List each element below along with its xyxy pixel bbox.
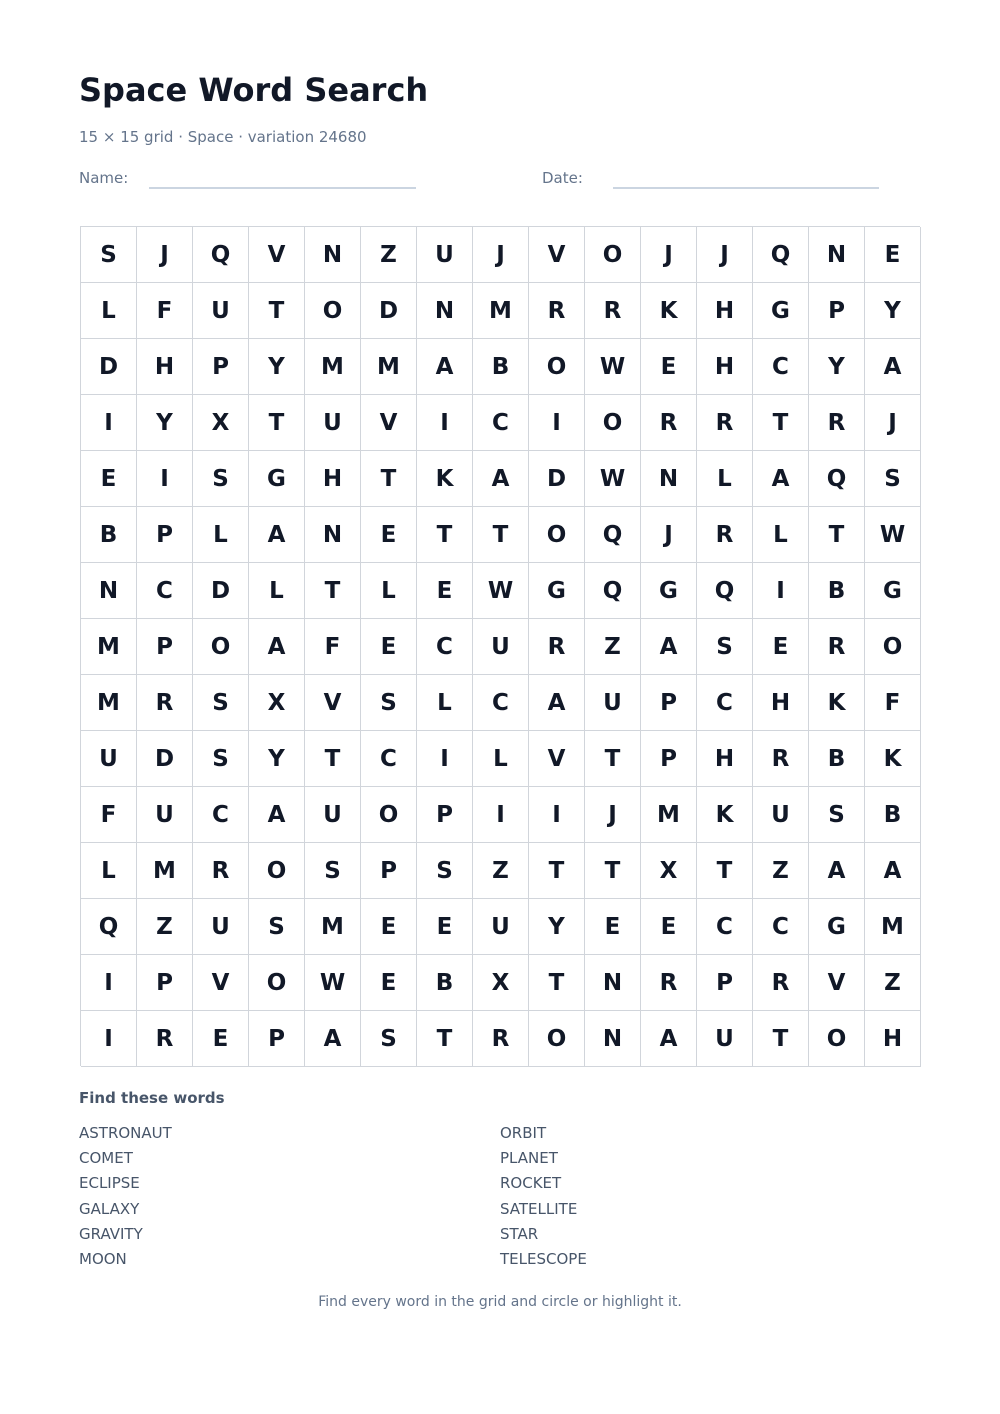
grid-cell[interactable]: I [473, 787, 529, 843]
grid-cell[interactable]: H [753, 675, 809, 731]
grid-cell[interactable]: W [585, 451, 641, 507]
grid-cell[interactable]: I [529, 787, 585, 843]
grid-cell[interactable]: D [81, 339, 137, 395]
name-line[interactable] [149, 187, 416, 189]
grid-cell[interactable]: N [585, 1011, 641, 1067]
grid-cell[interactable]: Z [137, 899, 193, 955]
grid-cell[interactable]: X [193, 395, 249, 451]
grid-cell[interactable]: I [137, 451, 193, 507]
grid-cell[interactable]: U [305, 395, 361, 451]
word-list-item: STAR [500, 1224, 539, 1243]
grid-cell[interactable]: Y [137, 395, 193, 451]
grid-cell[interactable]: O [305, 283, 361, 339]
grid-cell[interactable]: K [809, 675, 865, 731]
grid-cell[interactable]: O [809, 1011, 865, 1067]
grid-cell[interactable]: M [473, 283, 529, 339]
grid-cell[interactable]: M [361, 339, 417, 395]
grid-cell[interactable]: O [249, 955, 305, 1011]
grid-cell[interactable]: K [865, 731, 921, 787]
grid-cell[interactable]: A [249, 787, 305, 843]
grid-cell[interactable]: P [193, 339, 249, 395]
grid-cell[interactable]: Q [809, 451, 865, 507]
grid-cell[interactable]: W [473, 563, 529, 619]
grid-cell[interactable]: J [641, 227, 697, 283]
grid-cell[interactable]: A [641, 619, 697, 675]
grid-cell[interactable]: H [697, 731, 753, 787]
grid-cell[interactable]: M [81, 675, 137, 731]
grid-cell[interactable]: E [641, 339, 697, 395]
grid-cell[interactable]: Q [585, 563, 641, 619]
grid-cell[interactable]: R [473, 1011, 529, 1067]
grid-cell[interactable]: M [865, 899, 921, 955]
grid-cell[interactable]: O [193, 619, 249, 675]
grid-cell[interactable]: J [865, 395, 921, 451]
grid-cell[interactable]: U [305, 787, 361, 843]
grid-cell[interactable]: H [697, 339, 753, 395]
grid-cell[interactable]: Q [585, 507, 641, 563]
grid-cell[interactable]: P [361, 843, 417, 899]
grid-cell[interactable]: A [865, 843, 921, 899]
grid-cell[interactable]: O [361, 787, 417, 843]
grid-cell[interactable]: K [641, 283, 697, 339]
grid-cell[interactable]: T [753, 1011, 809, 1067]
grid-cell[interactable]: S [361, 675, 417, 731]
grid-cell[interactable]: Z [361, 227, 417, 283]
grid-cell[interactable]: T [529, 955, 585, 1011]
grid-cell[interactable]: O [585, 227, 641, 283]
grid-cell[interactable]: T [473, 507, 529, 563]
grid-cell[interactable]: T [753, 395, 809, 451]
grid-cell[interactable]: Q [697, 563, 753, 619]
grid-cell[interactable]: P [417, 787, 473, 843]
grid-cell[interactable]: R [585, 283, 641, 339]
grid-cell[interactable]: A [249, 507, 305, 563]
grid-cell[interactable]: O [585, 395, 641, 451]
grid-cell[interactable]: H [137, 339, 193, 395]
grid-cell[interactable]: S [81, 227, 137, 283]
grid-cell[interactable]: O [865, 619, 921, 675]
word-list-item: TELESCOPE [500, 1249, 587, 1268]
grid-cell[interactable]: E [585, 899, 641, 955]
grid-cell[interactable]: I [81, 955, 137, 1011]
word-list-item: GALAXY [79, 1199, 140, 1218]
grid-cell[interactable]: A [417, 339, 473, 395]
grid-cell[interactable]: N [81, 563, 137, 619]
grid-cell[interactable]: N [305, 227, 361, 283]
grid-cell[interactable]: T [529, 843, 585, 899]
grid-cell[interactable]: U [753, 787, 809, 843]
grid-cell[interactable]: D [193, 563, 249, 619]
grid-cell[interactable]: Z [585, 619, 641, 675]
grid-cell[interactable]: A [249, 619, 305, 675]
grid-cell[interactable]: B [809, 731, 865, 787]
grid-cell[interactable]: Q [753, 227, 809, 283]
grid-cell[interactable]: T [361, 451, 417, 507]
grid-cell[interactable]: W [865, 507, 921, 563]
grid-cell[interactable]: F [865, 675, 921, 731]
grid-cell[interactable]: T [697, 843, 753, 899]
grid-cell[interactable]: R [753, 731, 809, 787]
grid-cell[interactable]: E [361, 955, 417, 1011]
grid-cell[interactable]: Q [193, 227, 249, 283]
grid-cell[interactable]: O [529, 1011, 585, 1067]
grid-cell[interactable]: G [249, 451, 305, 507]
grid-cell[interactable]: M [305, 899, 361, 955]
grid-cell[interactable]: M [137, 843, 193, 899]
word-list-column-2 [500, 1123, 587, 1274]
grid-cell[interactable]: N [305, 507, 361, 563]
grid-cell[interactable]: X [249, 675, 305, 731]
grid-cell[interactable]: J [697, 227, 753, 283]
grid-cell[interactable]: L [753, 507, 809, 563]
word-list-item: ASTRONAUT [79, 1124, 172, 1142]
grid-cell[interactable]: E [753, 619, 809, 675]
grid-cell[interactable]: W [585, 339, 641, 395]
grid-cell[interactable]: E [361, 619, 417, 675]
name-label: Name: [79, 169, 129, 187]
grid-cell[interactable]: R [529, 619, 585, 675]
grid-cell[interactable]: E [361, 899, 417, 955]
grid-cell[interactable]: E [641, 899, 697, 955]
word-list-column-1 [79, 1123, 172, 1274]
grid-cell[interactable]: Z [865, 955, 921, 1011]
grid-cell[interactable]: U [81, 731, 137, 787]
grid-cell[interactable]: I [753, 563, 809, 619]
grid-cell[interactable]: K [697, 787, 753, 843]
grid-cell[interactable]: P [137, 507, 193, 563]
word-list-item: COMET [79, 1149, 133, 1168]
grid-cell[interactable]: U [473, 619, 529, 675]
grid-cell[interactable]: L [193, 507, 249, 563]
grid-cell[interactable]: P [697, 955, 753, 1011]
grid-cell[interactable]: C [193, 787, 249, 843]
grid-cell[interactable]: Z [473, 843, 529, 899]
grid-cell[interactable]: C [473, 675, 529, 731]
date-label: Date: [542, 169, 583, 187]
grid-cell[interactable]: C [697, 899, 753, 955]
grid-cell[interactable]: M [641, 787, 697, 843]
grid-cell[interactable]: L [249, 563, 305, 619]
grid-cell[interactable]: R [193, 843, 249, 899]
grid-cell[interactable]: A [809, 843, 865, 899]
grid-cell[interactable]: E [361, 507, 417, 563]
grid-cell[interactable]: C [473, 395, 529, 451]
grid-cell[interactable]: C [417, 619, 473, 675]
grid-cell[interactable]: S [417, 843, 473, 899]
grid-cell[interactable]: E [865, 227, 921, 283]
grid-cell[interactable]: U [697, 1011, 753, 1067]
grid-cell[interactable]: A [641, 1011, 697, 1067]
grid-cell[interactable]: V [193, 955, 249, 1011]
grid-cell[interactable]: Z [753, 843, 809, 899]
grid-cell[interactable]: I [417, 395, 473, 451]
grid-cell[interactable]: P [641, 675, 697, 731]
grid-cell[interactable]: H [305, 451, 361, 507]
grid-cell[interactable]: R [809, 395, 865, 451]
grid-cell[interactable]: H [697, 283, 753, 339]
grid-cell[interactable]: P [137, 619, 193, 675]
grid-cell[interactable]: N [809, 227, 865, 283]
grid-cell[interactable]: C [361, 731, 417, 787]
grid-cell[interactable]: Q [81, 899, 137, 955]
grid-cell[interactable]: Y [249, 731, 305, 787]
grid-cell[interactable]: S [865, 451, 921, 507]
grid-cell[interactable]: P [809, 283, 865, 339]
grid-cell[interactable]: G [529, 563, 585, 619]
grid-cell[interactable]: C [753, 899, 809, 955]
grid-cell[interactable]: I [81, 395, 137, 451]
word-list-item: ROCKET [500, 1174, 562, 1193]
grid-cell[interactable]: U [137, 787, 193, 843]
grid-cell[interactable]: V [529, 227, 585, 283]
grid-cell[interactable]: J [137, 227, 193, 283]
grid-cell[interactable]: A [305, 1011, 361, 1067]
grid-cell[interactable]: Y [529, 899, 585, 955]
page-title: Space Word Search [79, 71, 429, 109]
grid-cell[interactable]: U [193, 283, 249, 339]
grid-cell[interactable]: U [417, 227, 473, 283]
word-list-heading: Find these words [79, 1089, 225, 1107]
grid-cell[interactable]: B [473, 339, 529, 395]
grid-cell[interactable]: U [193, 899, 249, 955]
grid-cell[interactable]: S [193, 731, 249, 787]
word-list-item: GRAVITY [79, 1224, 143, 1243]
grid-cell[interactable]: T [585, 731, 641, 787]
grid-cell[interactable]: F [305, 619, 361, 675]
grid-cell[interactable]: G [809, 899, 865, 955]
grid-cell[interactable]: S [193, 451, 249, 507]
grid-cell[interactable]: U [473, 899, 529, 955]
grid-cell[interactable]: S [249, 899, 305, 955]
grid-cell[interactable]: T [249, 283, 305, 339]
grid-cell[interactable]: V [529, 731, 585, 787]
grid-cell[interactable]: J [473, 227, 529, 283]
grid-cell[interactable]: O [529, 339, 585, 395]
word-list-item: SATELLITE [500, 1199, 578, 1218]
grid-cell[interactable]: T [417, 1011, 473, 1067]
grid-cell[interactable]: X [473, 955, 529, 1011]
grid-cell[interactable]: V [249, 227, 305, 283]
grid-cell[interactable]: R [697, 507, 753, 563]
grid-cell[interactable]: V [305, 675, 361, 731]
grid-cell[interactable]: G [641, 563, 697, 619]
grid-cell[interactable]: O [249, 843, 305, 899]
grid-cell[interactable]: N [585, 955, 641, 1011]
grid-cell[interactable]: D [137, 731, 193, 787]
grid-cell[interactable]: C [137, 563, 193, 619]
grid-cell[interactable]: S [697, 619, 753, 675]
puzzle-subtitle: 15 × 15 grid · Space · variation 24680 [79, 128, 367, 146]
grid-cell[interactable]: R [529, 283, 585, 339]
grid-cell[interactable]: I [529, 395, 585, 451]
footer-instruction: Find every word in the grid and circle or highlight it. [318, 1294, 682, 1310]
grid-cell[interactable]: F [81, 787, 137, 843]
grid-cell[interactable]: Y [865, 283, 921, 339]
grid-cell[interactable]: E [417, 563, 473, 619]
grid-cell[interactable]: O [529, 507, 585, 563]
grid-cell[interactable]: S [361, 1011, 417, 1067]
grid-cell[interactable]: L [81, 843, 137, 899]
grid-cell[interactable]: U [585, 675, 641, 731]
grid-cell[interactable]: E [81, 451, 137, 507]
grid-cell[interactable]: E [193, 1011, 249, 1067]
grid-cell[interactable]: T [585, 843, 641, 899]
grid-cell[interactable]: M [305, 339, 361, 395]
grid-cell[interactable]: P [137, 955, 193, 1011]
grid-cell[interactable]: L [361, 563, 417, 619]
grid-cell[interactable]: G [753, 283, 809, 339]
grid-cell[interactable]: T [249, 395, 305, 451]
grid-cell[interactable]: N [641, 451, 697, 507]
grid-cell[interactable]: P [249, 1011, 305, 1067]
grid-cell[interactable]: B [417, 955, 473, 1011]
grid-cell[interactable]: F [137, 283, 193, 339]
grid-cell[interactable]: L [473, 731, 529, 787]
letter-grid [80, 226, 920, 1066]
grid-cell[interactable]: X [641, 843, 697, 899]
date-line[interactable] [613, 187, 879, 189]
grid-cell[interactable]: A [753, 451, 809, 507]
grid-cell[interactable]: D [529, 451, 585, 507]
grid-cell[interactable]: C [697, 675, 753, 731]
word-list-item: ECLIPSE [79, 1174, 140, 1193]
grid-cell[interactable]: D [361, 283, 417, 339]
grid-cell[interactable]: N [417, 283, 473, 339]
word-list-item: MOON [79, 1249, 127, 1268]
grid-cell[interactable]: E [417, 899, 473, 955]
grid-cell[interactable]: L [81, 283, 137, 339]
grid-cell[interactable]: R [641, 955, 697, 1011]
grid-cell[interactable]: Y [809, 339, 865, 395]
grid-cell[interactable]: B [865, 787, 921, 843]
grid-cell[interactable]: T [305, 563, 361, 619]
grid-cell[interactable]: Y [249, 339, 305, 395]
grid-cell[interactable]: R [809, 619, 865, 675]
grid-cell[interactable]: T [809, 507, 865, 563]
grid-cell[interactable]: M [81, 619, 137, 675]
grid-cell[interactable]: A [865, 339, 921, 395]
grid-cell[interactable]: I [417, 731, 473, 787]
grid-cell[interactable]: S [193, 675, 249, 731]
grid-cell[interactable]: B [81, 507, 137, 563]
word-list-item: ORBIT [500, 1124, 547, 1142]
grid-cell[interactable]: S [809, 787, 865, 843]
grid-cell[interactable]: J [641, 507, 697, 563]
grid-cell[interactable]: V [361, 395, 417, 451]
grid-cell[interactable]: H [865, 1011, 921, 1067]
grid-cell[interactable]: T [305, 731, 361, 787]
grid-cell[interactable]: C [753, 339, 809, 395]
grid-cell[interactable]: K [417, 451, 473, 507]
grid-cell[interactable]: A [529, 675, 585, 731]
grid-cell[interactable]: R [753, 955, 809, 1011]
word-list-item: PLANET [500, 1149, 558, 1168]
grid-cell[interactable]: W [305, 955, 361, 1011]
grid-cell[interactable]: T [417, 507, 473, 563]
grid-cell[interactable]: R [137, 1011, 193, 1067]
grid-cell[interactable]: L [417, 675, 473, 731]
grid-cell[interactable]: L [697, 451, 753, 507]
grid-cell[interactable]: J [585, 787, 641, 843]
grid-cell[interactable]: R [641, 395, 697, 451]
grid-cell[interactable]: B [809, 563, 865, 619]
grid-cell[interactable]: I [81, 1011, 137, 1067]
grid-cell[interactable]: G [865, 563, 921, 619]
grid-cell[interactable]: R [137, 675, 193, 731]
grid-cell[interactable]: R [697, 395, 753, 451]
grid-cell[interactable]: P [641, 731, 697, 787]
grid-cell[interactable]: S [305, 843, 361, 899]
grid-cell[interactable]: V [809, 955, 865, 1011]
grid-cell[interactable]: A [473, 451, 529, 507]
